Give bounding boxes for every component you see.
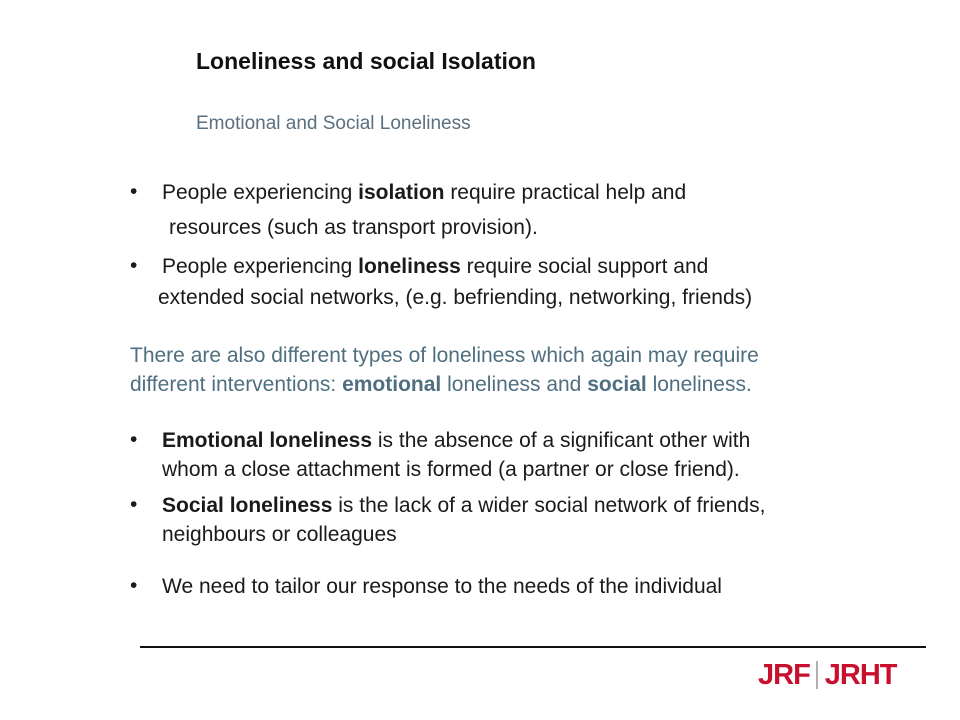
note-line2: different interventions: emotional loneliness and social loneliness. <box>130 373 752 396</box>
bullet-loneliness-line1: People experiencing loneliness require social support and <box>162 255 709 278</box>
bullet-marker: • <box>130 493 138 516</box>
footer-divider <box>140 646 926 648</box>
bullet-marker: • <box>130 254 138 277</box>
bullet-tailor: We need to tailor our response to the needs of the individual <box>162 575 722 598</box>
bullet-emotional-line1: Emotional loneliness is the absence of a significant other with <box>162 429 751 452</box>
bullet-marker: • <box>130 428 138 451</box>
slide-subtitle: Emotional and Social Loneliness <box>196 113 471 134</box>
slide-title: Loneliness and social Isolation <box>196 48 536 74</box>
bullet-social-line2: neighbours or colleagues <box>162 523 397 546</box>
bullet-marker: • <box>130 574 138 597</box>
jrf-jrht-logo <box>758 660 928 690</box>
bullet-loneliness-line2: extended social networks, (e.g. befriending, networking, friends) <box>158 286 753 309</box>
bullet-isolation-line1: People experiencing isolation require practical help and <box>162 181 687 204</box>
bullet-social-line1: Social loneliness is the lack of a wider social network of friends, <box>162 494 766 517</box>
logo-separator <box>816 661 818 689</box>
logo-jrht-text: JRHT <box>824 658 897 691</box>
logo-jrf-text: JRF <box>758 658 810 691</box>
bullet-emotional-line2: whom a close attachment is formed (a partner or close friend). <box>162 458 740 481</box>
note-line1: There are also different types of loneliness which again may require <box>130 344 759 367</box>
bullet-marker: • <box>130 180 138 203</box>
bullet-isolation-line2: resources (such as transport provision). <box>169 216 538 239</box>
